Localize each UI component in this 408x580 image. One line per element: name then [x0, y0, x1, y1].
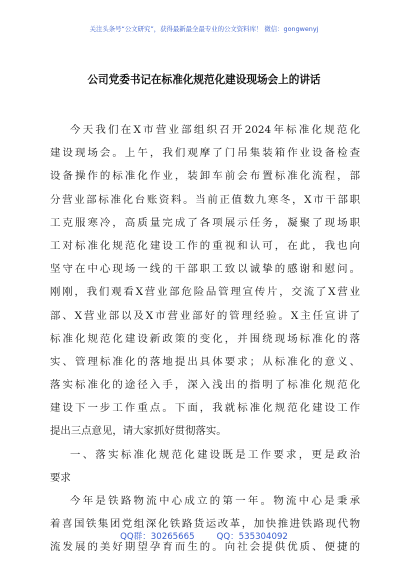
footer-contact	[0, 530, 408, 542]
section-heading: 一、落实标准化规范化建设既是工作要求，更是政治	[70, 448, 360, 461]
body-line: 着喜国铁集团党组深化铁路货运改革，加快推进铁路现代物	[50, 518, 360, 531]
body-line: 建设下一步工作重点。下面，我就标准化规范化建设工作	[50, 402, 360, 415]
body-line: 今天我们在X市营业部组织召开2024年标准化规范化	[70, 124, 360, 136]
body-line: 设备操作的标准化作业，装卸车前会布置标准化流程，部	[50, 170, 360, 183]
footer-qq: QQ：535304092	[216, 532, 288, 542]
body-line: 提出三点意见，请大家抓好贯彻落实。	[50, 425, 227, 438]
body-line: 分营业部标准化台账资料。当前正值数九寒冬，X市干部职	[50, 193, 360, 206]
body-line: 落实标准化的途径入手，深入浅出的指明了标准化规范化	[50, 379, 360, 392]
body-line: 今年是铁路物流中心成立的第一年。物流中心是秉承	[70, 495, 360, 507]
body-line: 实、管理标准化的落地提出具体要求；从标准化的意义、	[50, 355, 360, 368]
footer-qq-group: QQ群：30265665	[120, 532, 195, 542]
document-body	[50, 119, 360, 560]
body-line: 流发展的美好期望孕育而生的。向社会提供优质、便捷的	[50, 541, 360, 554]
body-line: 标准化规范化建设新政策的变化，并围绕现场标准化的落	[50, 332, 360, 345]
body-line: 建设现场会。上午，我们观摩了门吊集装箱作业设备检查	[50, 147, 360, 160]
body-line: 部、X营业部以及X市营业部好的管理经验。X主任宣讲了	[50, 309, 360, 322]
body-line: 工对标准化规范化建设工作的重视和认可，在此，我也向	[50, 239, 360, 252]
document-title: 公司党委书记在标准化规范化建设现场会上的讲话	[87, 74, 321, 86]
body-line: 工克服寒冷，高质量完成了各项展示任务，凝聚了现场职	[50, 216, 360, 229]
header-banner: 关注头条号“公文研究”，获得最新最全最专业的公文资料库！ 微信：gongwenyj	[89, 25, 319, 33]
section-heading-continued: 要求	[50, 471, 71, 484]
body-line: 刚刚，我们观看X营业部危险品管理宣传片，交流了X营业	[50, 286, 360, 299]
body-line: 坚守在中心现场一线的干部职工致以诚挚的感谢和慰问。	[50, 263, 360, 276]
